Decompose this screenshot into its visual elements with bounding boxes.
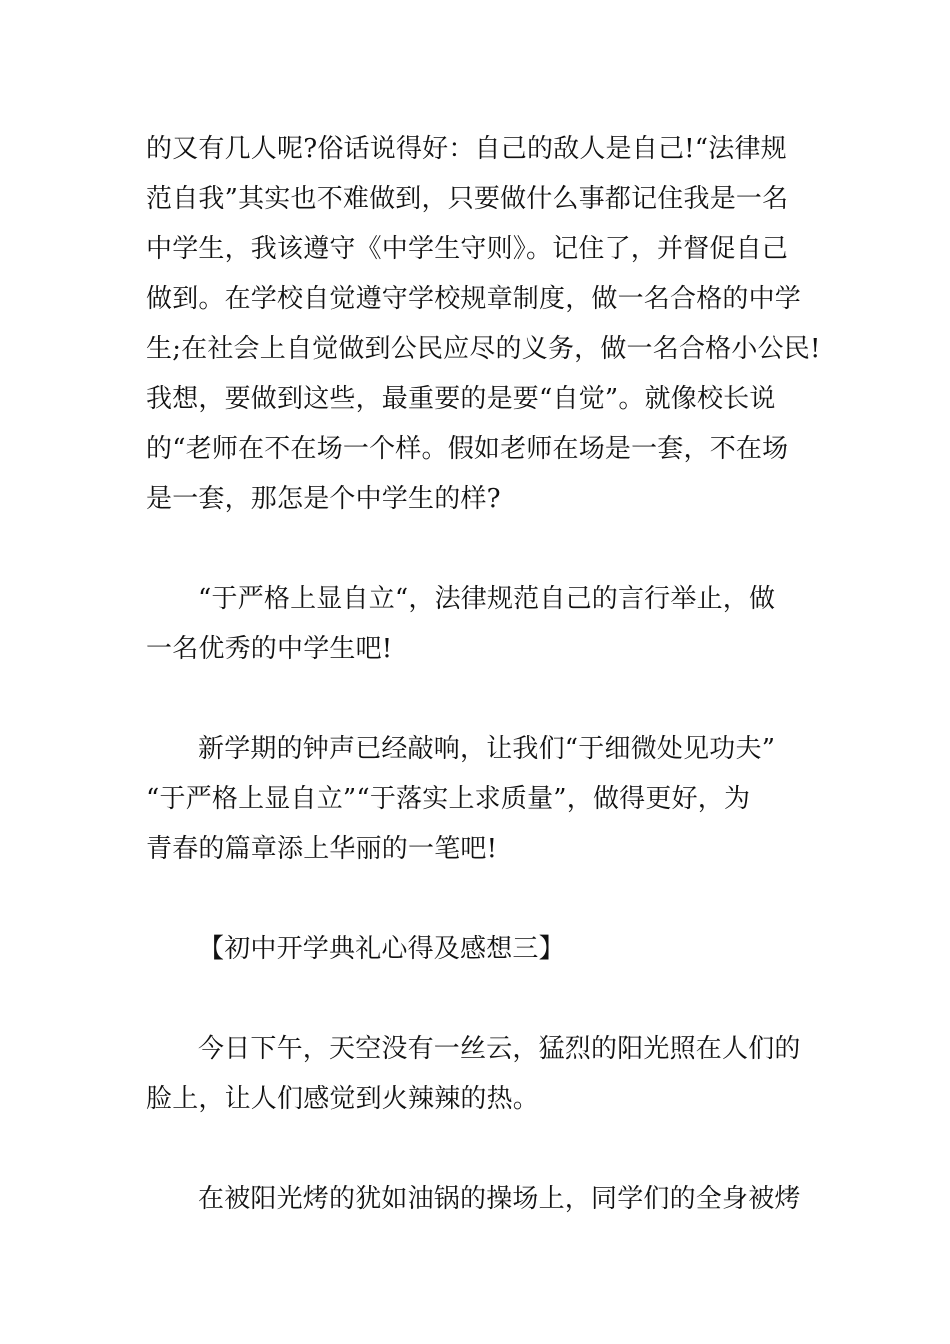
paragraph-1-line-6: 我想，要做到这些，最重要的是要“自觉”。就像校长说 <box>146 384 776 414</box>
paragraph-1-line-4: 做到。在学校自觉遵守学校规章制度，做一名合格的中学 <box>146 284 802 314</box>
paragraph-4-line-1: 今日下午，天空没有一丝云，猛烈的阳光照在人们的 <box>198 1034 801 1064</box>
paragraph-3-line-3: 青春的篇章添上华丽的一笔吧! <box>146 834 498 864</box>
paragraph-3-line-1: 新学期的钟声已经敲响，让我们“于细微处见功夫” <box>198 734 776 764</box>
paragraph-2-line-1: “于严格上显自立“，法律规范自己的言行举止，做 <box>198 584 776 614</box>
section-heading: 【初中开学典礼心得及感想三】 <box>198 934 565 964</box>
paragraph-1-line-8: 是一套，那怎是个中学生的样? <box>146 484 501 514</box>
paragraph-5-line-1: 在被阳光烤的犹如油锅的操场上，同学们的全身被烤 <box>198 1184 801 1214</box>
paragraph-3-line-2: “于严格上显自立”“于落实上求质量”，做得更好，为 <box>146 784 751 814</box>
paragraph-1-line-2: 范自我”其实也不难做到，只要做什么事都记住我是一名 <box>146 184 789 214</box>
paragraph-1-line-7: 的“老师在不在场一个样。假如老师在场是一套，不在场 <box>146 434 789 464</box>
paragraph-1-line-3: 中学生，我该遵守《中学生守则》。记住了，并督促自己 <box>146 234 789 264</box>
paragraph-2-line-2: 一名优秀的中学生吧! <box>146 634 393 664</box>
paragraph-1-line-5: 生;在社会上自觉做到公民应尽的义务，做一名合格小公民! <box>146 334 821 364</box>
paragraph-1-line-1: 的又有几人呢?俗话说得好：自己的敌人是自己!“法律规 <box>146 134 787 164</box>
paragraph-4-line-2: 脸上，让人们感觉到火辣辣的热。 <box>146 1084 540 1114</box>
